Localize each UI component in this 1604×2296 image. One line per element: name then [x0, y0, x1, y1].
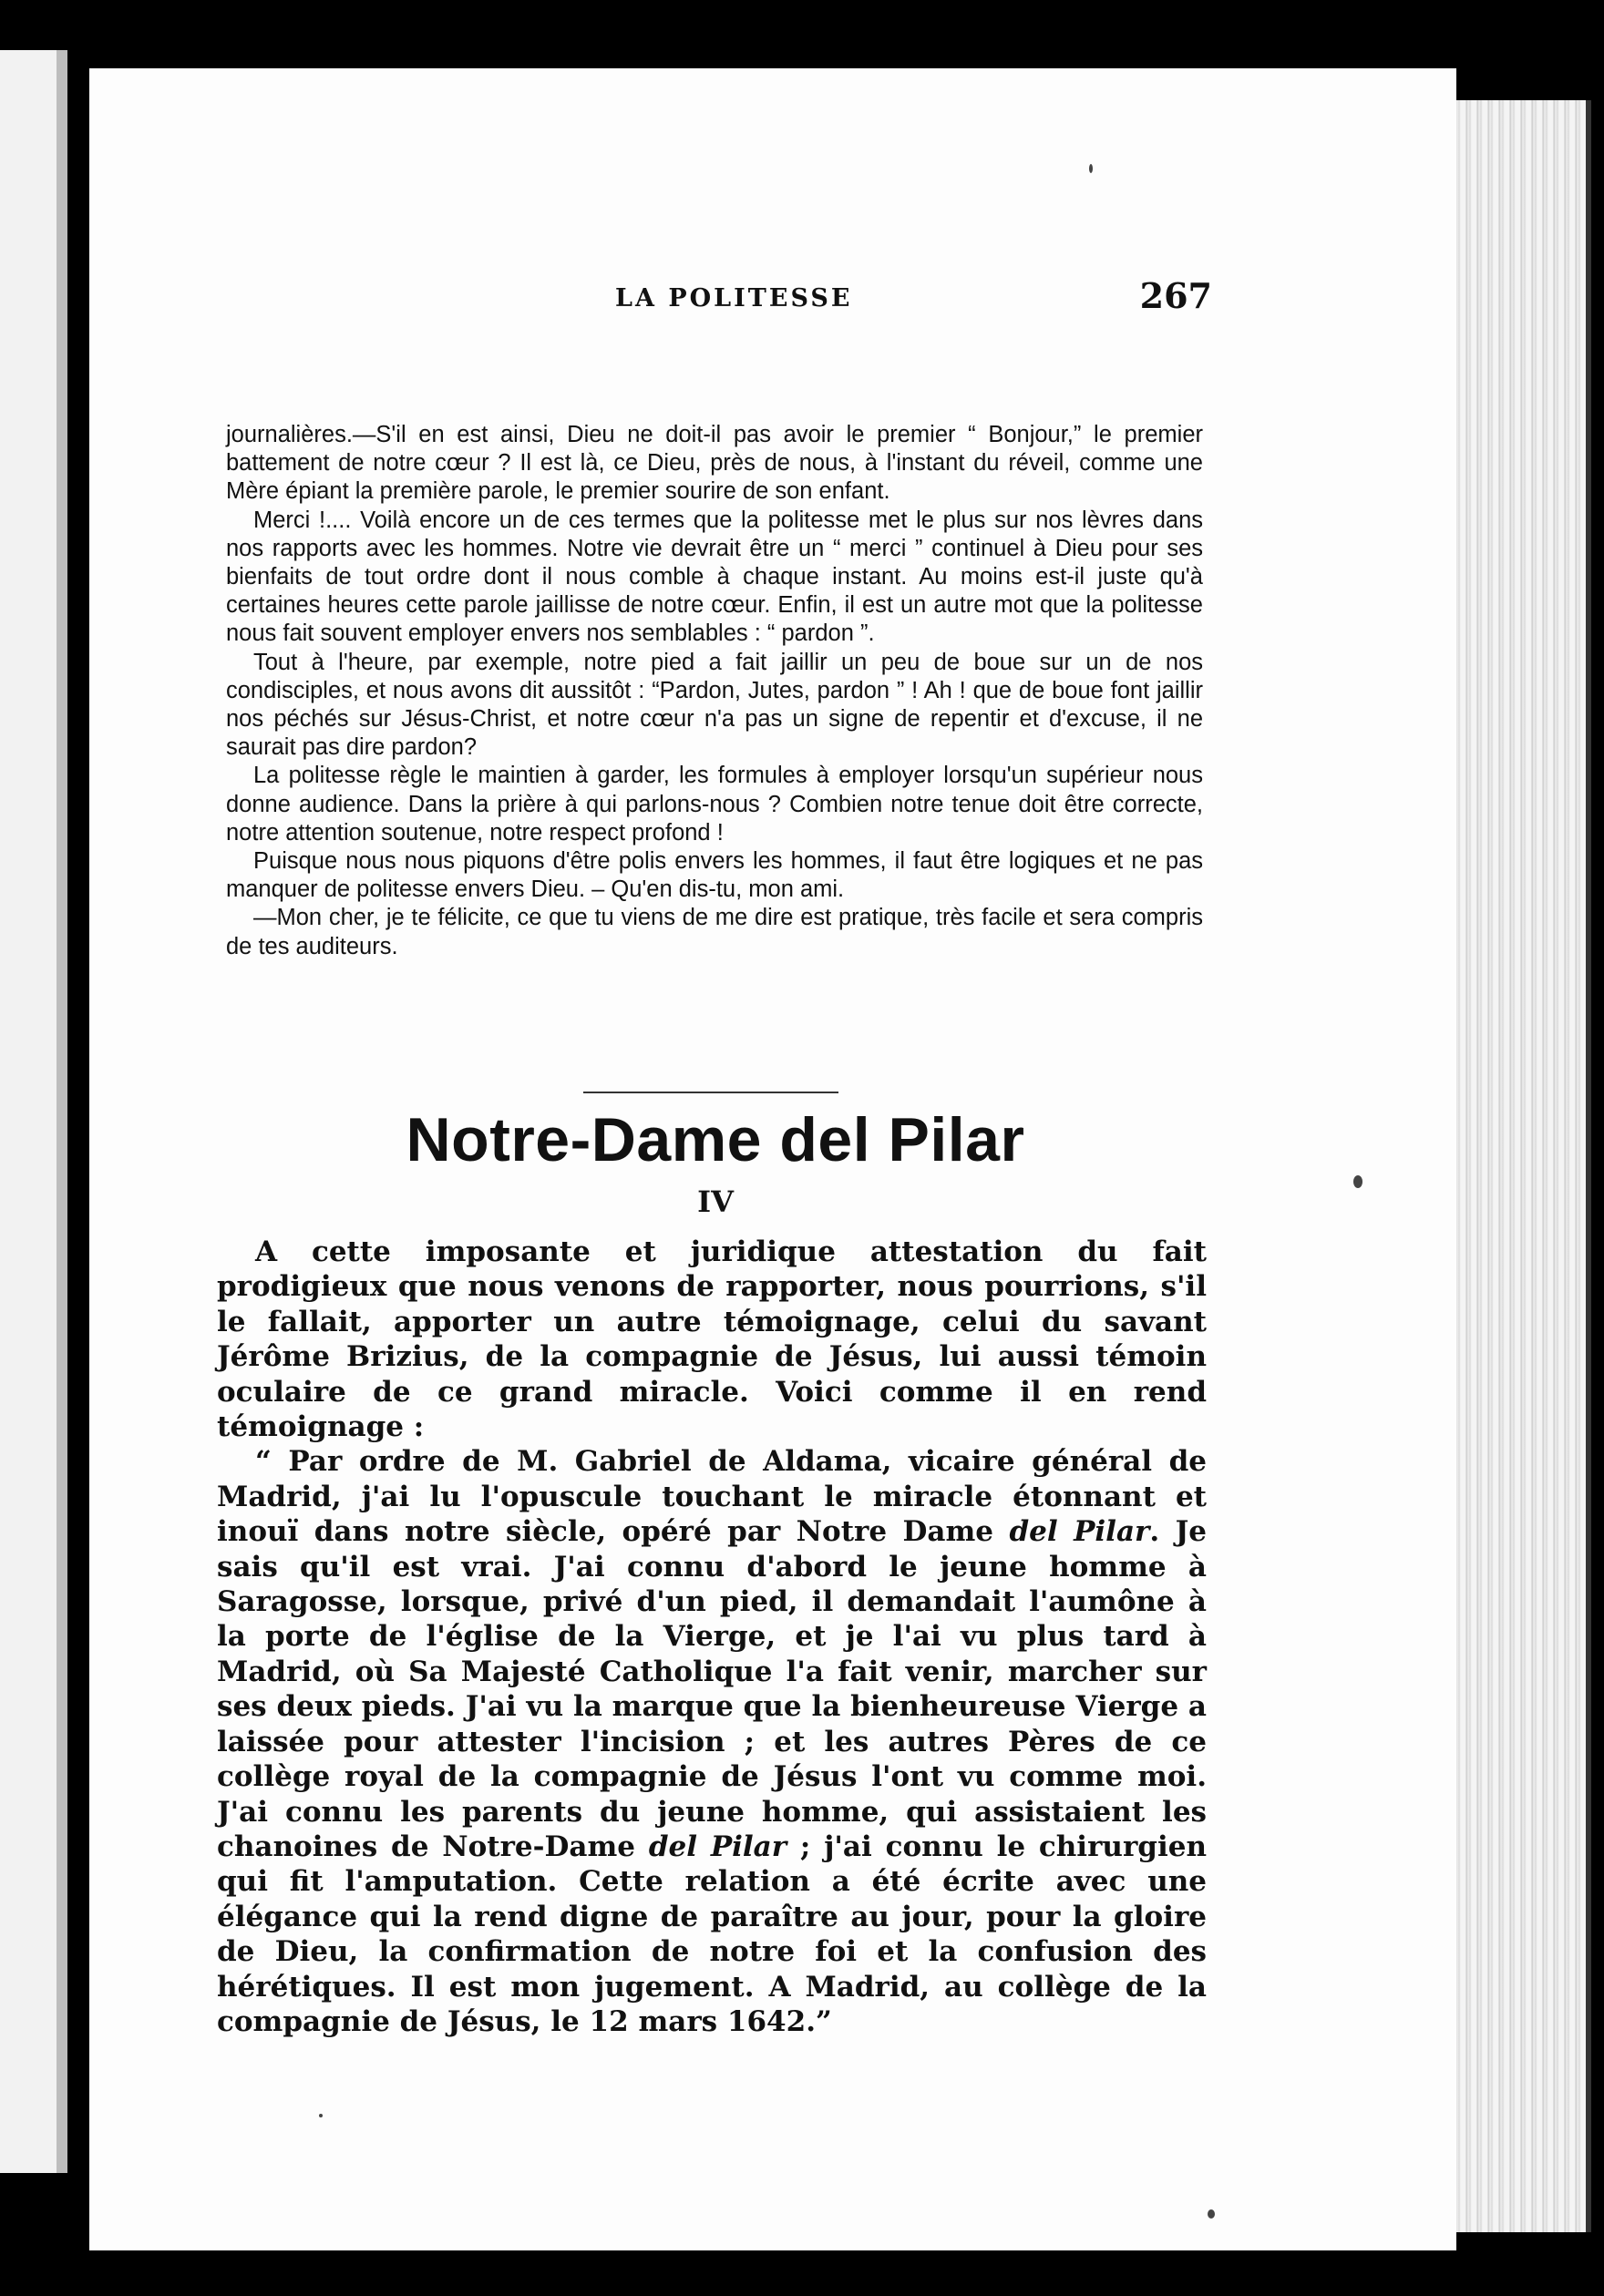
italic-text: del Pilar	[648, 1830, 787, 1863]
italic-text: del Pilar	[1009, 1515, 1150, 1549]
chapter-title: Notre-Dame del Pilar	[406, 1105, 1025, 1174]
paragraph: journalières.—S'il en est ainsi, Dieu ne doit-il pas avoir le premier “ Bonjour,” le premier battement de notre cœur ? Il est là, ce Dieu, près de nous, à l'instant du réveil, comme une Mère épiant la première parole, le premier sourire de son enfant.	[226, 422, 1203, 505]
page-number: 267	[1139, 275, 1212, 316]
chapter-number: IV	[697, 1184, 734, 1219]
paragraph: —Mon cher, je te félicite, ce que tu viens de me dire est pratique, très facile et sera compris de tes auditeurs.	[226, 905, 1203, 959]
paper-speck	[1208, 2209, 1215, 2219]
quoted-testimony	[217, 1444, 1207, 2039]
paper-speck	[1353, 1175, 1362, 1188]
paragraph: A cette imposante et juridique attestation du fait prodigieux que nous venons de rapporter, nous pourrions, s'il le fallait, apporter un autre témoignage, celui du savant Jérôme Brizius, de la compagnie de Jésus, lui aussi témoin oculaire de ce grand miracle. Voici comme il en rend témoignage :	[217, 1235, 1207, 1444]
paragraph: La politesse règle le maintien à garder, les formules à employer lorsqu'un supérieur nous donne audience. Dans la prière à qui parlons-nous ? Combien notre tenue doit être correcte, notre attention soutenue, notre respect profond !	[226, 763, 1203, 846]
chapter-body	[217, 1235, 1207, 2039]
paragraph: Merci !.... Voilà encore un de ces termes que la politesse met le plus sur nos lèvres dans nos rapports avec les hommes. Notre vie devrait être un “ merci ” continuel à Dieu pour ses bienfaits de tout ordre dont il nous comble à chaque instant. Au moins est-il juste qu'à certaines heures cette parole jaillisse de notre cœur. Enfin, il est un autre mot que la politesse nous fait souvent employer envers nos semblables : “ pardon ”.	[226, 507, 1203, 647]
facing-page-shadow	[57, 50, 67, 2173]
section-divider	[583, 1092, 838, 1093]
paragraph: Tout à l'heure, par exemple, notre pied a fait jaillir un peu de boue sur un de nos condisciples, et nous avons dit aussitôt : “Pardon, Jutes, pardon ” ! Ah ! que de boue font jaillir nos péchés sur Jésus-Christ, et notre cœur n'a pas un signe de repentir et d'excuse, il ne saurait pas dire pardon?	[226, 649, 1203, 761]
text-run: . Je sais qu'il est vrai. J'ai connu d'abord le jeune homme à Saragosse, lorsque, privé d'un pied, il demandait l'aumône à la porte de l'église de la Vierge, et je l'ai vu plus tard à Madrid, où Sa Majesté Catholique l'a fait venir, marcher sur ses deux pieds. J'ai vu la marque que la bienheureuse Vierge a laissée pour attester l'incision ; et les autres Pères de ce collège royal de la compagnie de Jésus l'ont vu comme moi. J'ai connu les parents du jeune homme, qui assistaient les chanoines de Notre-Dame	[217, 1515, 1208, 1863]
paper-speck	[319, 2114, 323, 2117]
politesse-section	[226, 421, 1203, 961]
paragraph: Puisque nous nous piquons d'être polis envers les hommes, il faut être logiques et ne pas manquer de politesse envers Dieu. – Qu'en dis-tu, mon ami.	[226, 848, 1203, 903]
paper-speck	[1089, 164, 1093, 173]
text-run: “ Par ordre de M. Gabriel de Aldama, vicaire général de Madrid, j'ai lu l'opuscule touchant le miracle étonnant et inouï dans notre siècle, opéré par Notre Dame	[217, 1445, 1207, 1549]
text-run: ; j'ai connu le chirurgien qui fit l'amputation. Cette relation a été écrite avec une élégance qui la rend digne de paraître au jour, pour la gloire de Dieu, la confirmation de notre foi et la confusion des hérétiques. Il est mon jugement. A Madrid, au collège de la compagnie de Jésus, le 12 mars 1642.”	[217, 1830, 1207, 2038]
running-title: LA POLITESSE	[615, 284, 853, 313]
running-header	[146, 273, 1212, 328]
